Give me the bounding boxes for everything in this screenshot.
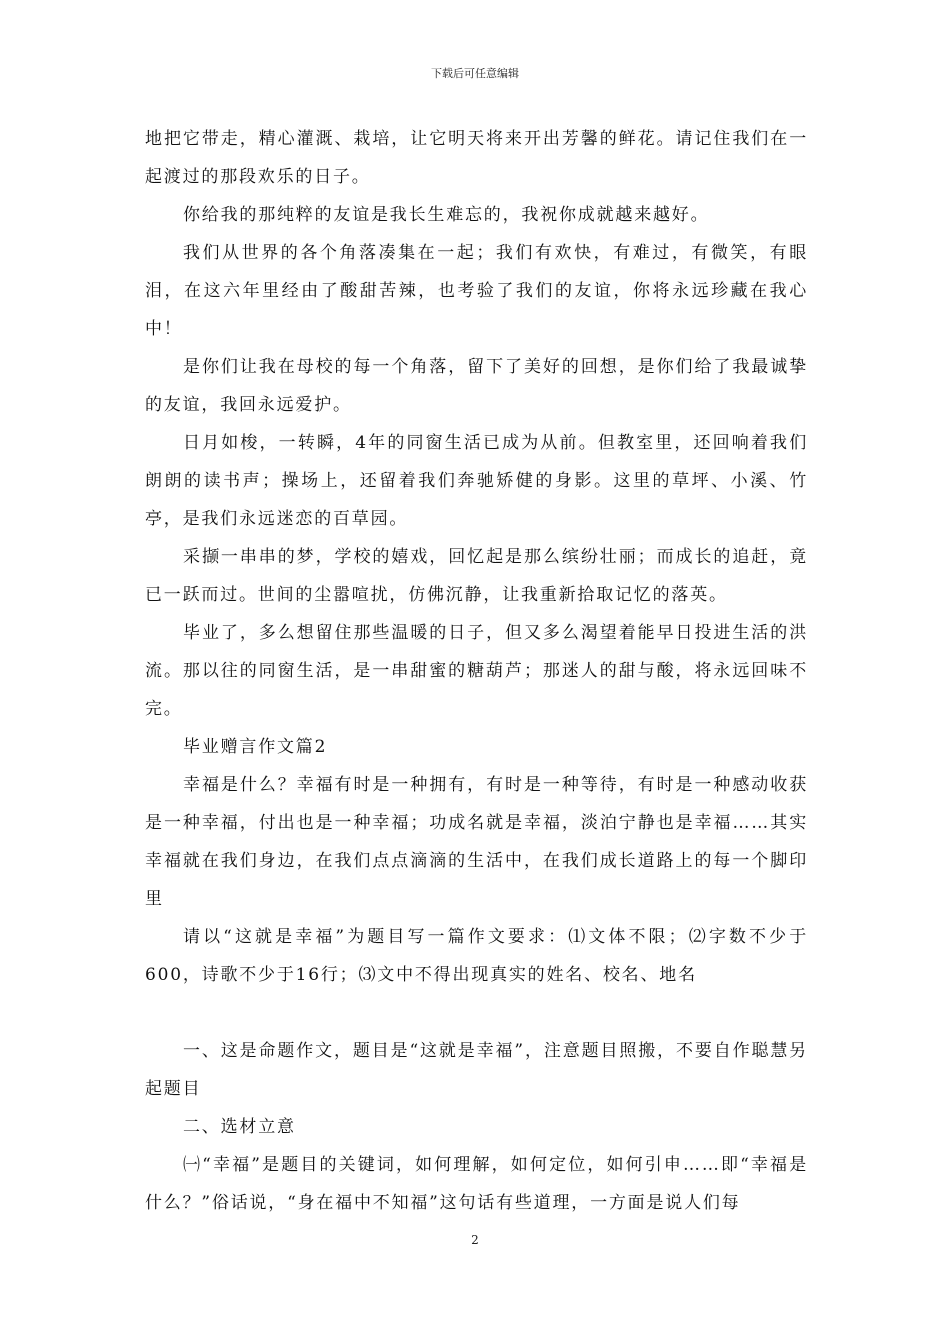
paragraph: 幸福是什么？幸福有时是一种拥有，有时是一种等待，有时是一种感动收获是一种幸福，付出也是一种幸福；功成名就是幸福，淡泊宁静也是幸福……其实幸福就在我们身边，在我们点点滴滴的生活中，在我们成长道路上的每一个脚印里 — [145, 775, 808, 909]
page-number: 2 — [471, 1233, 479, 1247]
paragraph: 我们从世界的各个角落凑集在一起；我们有欢快，有难过，有微笑，有眼泪，在这六年里经由了酸甜苦辣，也考验了我们的友谊，你将永远珍藏在我心中！ — [145, 243, 808, 339]
subsection-heading: 二、选材立意 — [183, 1117, 296, 1137]
paragraph: 毕业了，多么想留住那些温暖的日子，但又多么渴望着能早日投进生活的洪流。那以往的同窗生活，是一串甜蜜的糖葫芦；那迷人的甜与酸，将永远回味不完。 — [145, 623, 808, 719]
blank-line — [145, 994, 808, 1032]
paragraph: 采撷一串串的梦，学校的嬉戏，回忆起是那么缤纷壮丽；而成长的追赶，竟已一跃而过。世间的尘嚣喧扰，仿佛沉静，让我重新拾取记忆的落英。 — [145, 547, 808, 605]
paragraph: 日月如梭，一转瞬，4年的同窗生活已成为从前。但教室里，还回响着我们朗朗的读书声；操场上，还留着我们奔驰矫健的身影。这里的草坪、小溪、竹亭，是我们永远迷恋的百草园。 — [145, 433, 808, 529]
paragraph: ㈠“幸福”是题目的关键词，如何理解，如何定位，如何引申……即“幸福是什么？”俗话说，“身在福中不知福”这句话有些道理，一方面是说人们每 — [145, 1155, 808, 1213]
paragraph: 请以“这就是幸福”为题目写一篇作文要求：⑴文体不限；⑵字数不少于600，诗歌不少于16行；⑶文中不得出现真实的姓名、校名、地名 — [145, 927, 808, 985]
paragraph: 地把它带走，精心灌溉、栽培，让它明天将来开出芳馨的鲜花。请记住我们在一起渡过的那段欢乐的日子。 — [145, 129, 808, 187]
paragraph: 一、这是命题作文，题目是“这就是幸福”，注意题目照搬，不要自作聪慧另起题目 — [145, 1041, 808, 1099]
page-header: 下载后可任意编辑 — [431, 67, 519, 80]
paragraph: 你给我的那纯粹的友谊是我长生难忘的，我祝你成就越来越好。 — [183, 205, 710, 225]
document-body — [145, 120, 808, 1222]
section-heading: 毕业赠言作文篇2 — [183, 737, 328, 757]
paragraph: 是你们让我在母校的每一个角落，留下了美好的回想，是你们给了我最诚挚的友谊，我回永远爱护。 — [145, 357, 808, 415]
